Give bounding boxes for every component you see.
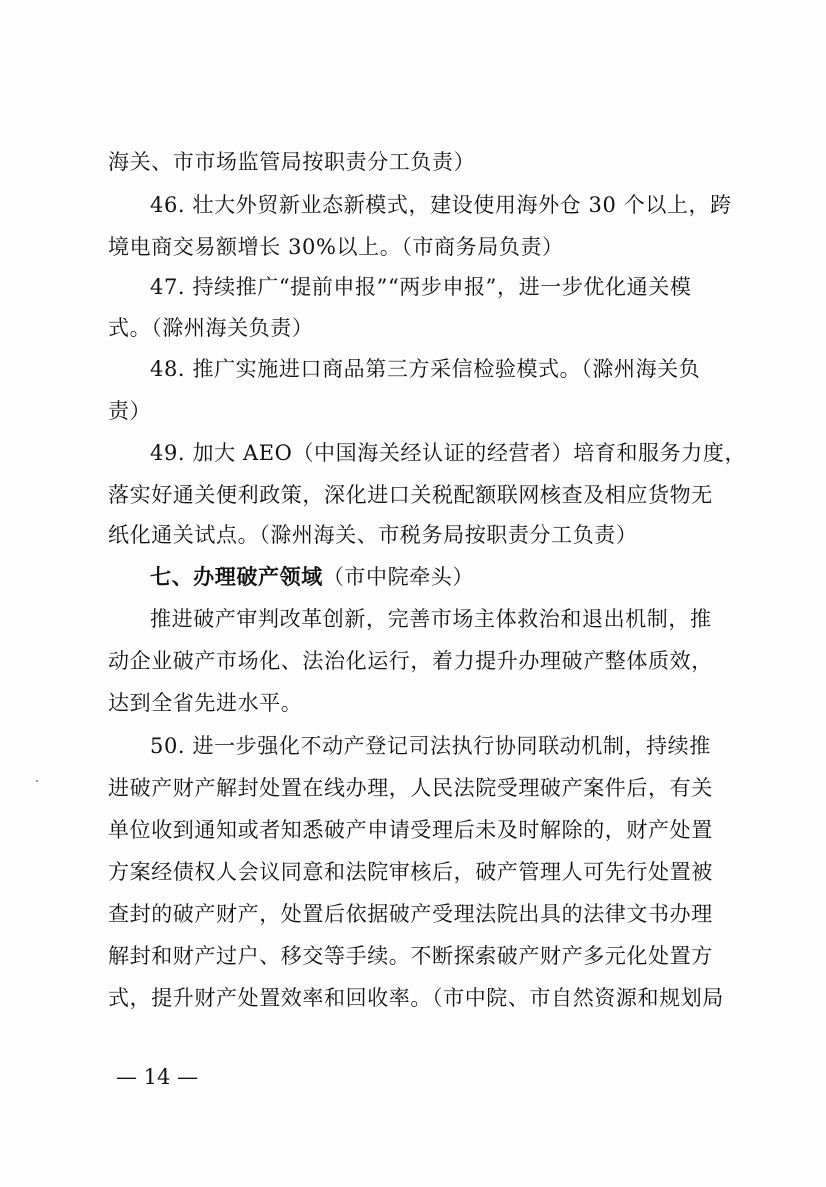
- item-49-line-3: 纸化通关试点。（滁州海关、市税务局按职责分工负责）: [108, 523, 638, 547]
- scan-speck: [36, 780, 38, 782]
- item-49-line-1: 49. 加大 AEO（中国海关经认证的经营者）培育和服务力度，: [150, 441, 747, 465]
- item-50-line-4: 方案经债权人会议同意和法院审核后，破产管理人可先行处置被: [108, 860, 713, 884]
- section-intro-line-3: 达到全省先进水平。: [108, 691, 303, 715]
- section-intro-line-1: 推进破产审判改革创新，完善市场主体救治和退出机制，推: [150, 607, 712, 631]
- item-46-line-1: 46. 壮大外贸新业态新模式，建设使用海外仓 30 个以上，跨: [150, 193, 732, 217]
- text-line: 海关、市市场监管局按职责分工负责）: [108, 150, 476, 174]
- item-48-line-2: 责）: [108, 399, 152, 423]
- item-50-line-1: 50. 进一步强化不动产登记司法执行协同联动机制，持续推: [150, 734, 711, 758]
- item-50-line-2: 进破产财产解封处置在线办理，人民法院受理破产案件后，有关: [108, 776, 713, 800]
- section-intro-line-2: 动企业破产市场化、法治化运行，着力提升办理破产整体质效，: [108, 649, 713, 673]
- item-50-line-7: 式，提升财产处置效率和回收率。（市中院、市自然资源和规划局: [108, 986, 724, 1010]
- item-47-line-2: 式。（滁州海关负责）: [108, 316, 314, 340]
- page-number: — 14 —: [116, 1065, 199, 1089]
- section-lead: （市中院牵头）: [322, 565, 475, 589]
- item-46-line-2: 境电商交易额增长 30%以上。（市商务局负责）: [108, 235, 564, 259]
- item-49-line-2: 落实好通关便利政策，深化进口关税配额联网核查及相应货物无: [108, 483, 713, 507]
- item-50-line-5: 查封的破产财产，处置后依据破产受理法院出具的法律文书办理: [108, 902, 713, 926]
- item-50-line-6: 解封和财产过户、移交等手续。不断探索破产财产多元化处置方: [108, 944, 713, 968]
- item-50-line-3: 单位收到通知或者知悉破产申请受理后未及时解除的，财产处置: [108, 818, 713, 842]
- item-48-line-1: 48. 推广实施进口商品第三方采信检验模式。（滁州海关负: [150, 357, 701, 381]
- section-title: 七、办理破产领域: [150, 565, 323, 589]
- section-heading: [150, 562, 710, 592]
- item-47-line-1: 47. 持续推广“提前申报”“两步申报”，进一步优化通关模: [150, 275, 692, 299]
